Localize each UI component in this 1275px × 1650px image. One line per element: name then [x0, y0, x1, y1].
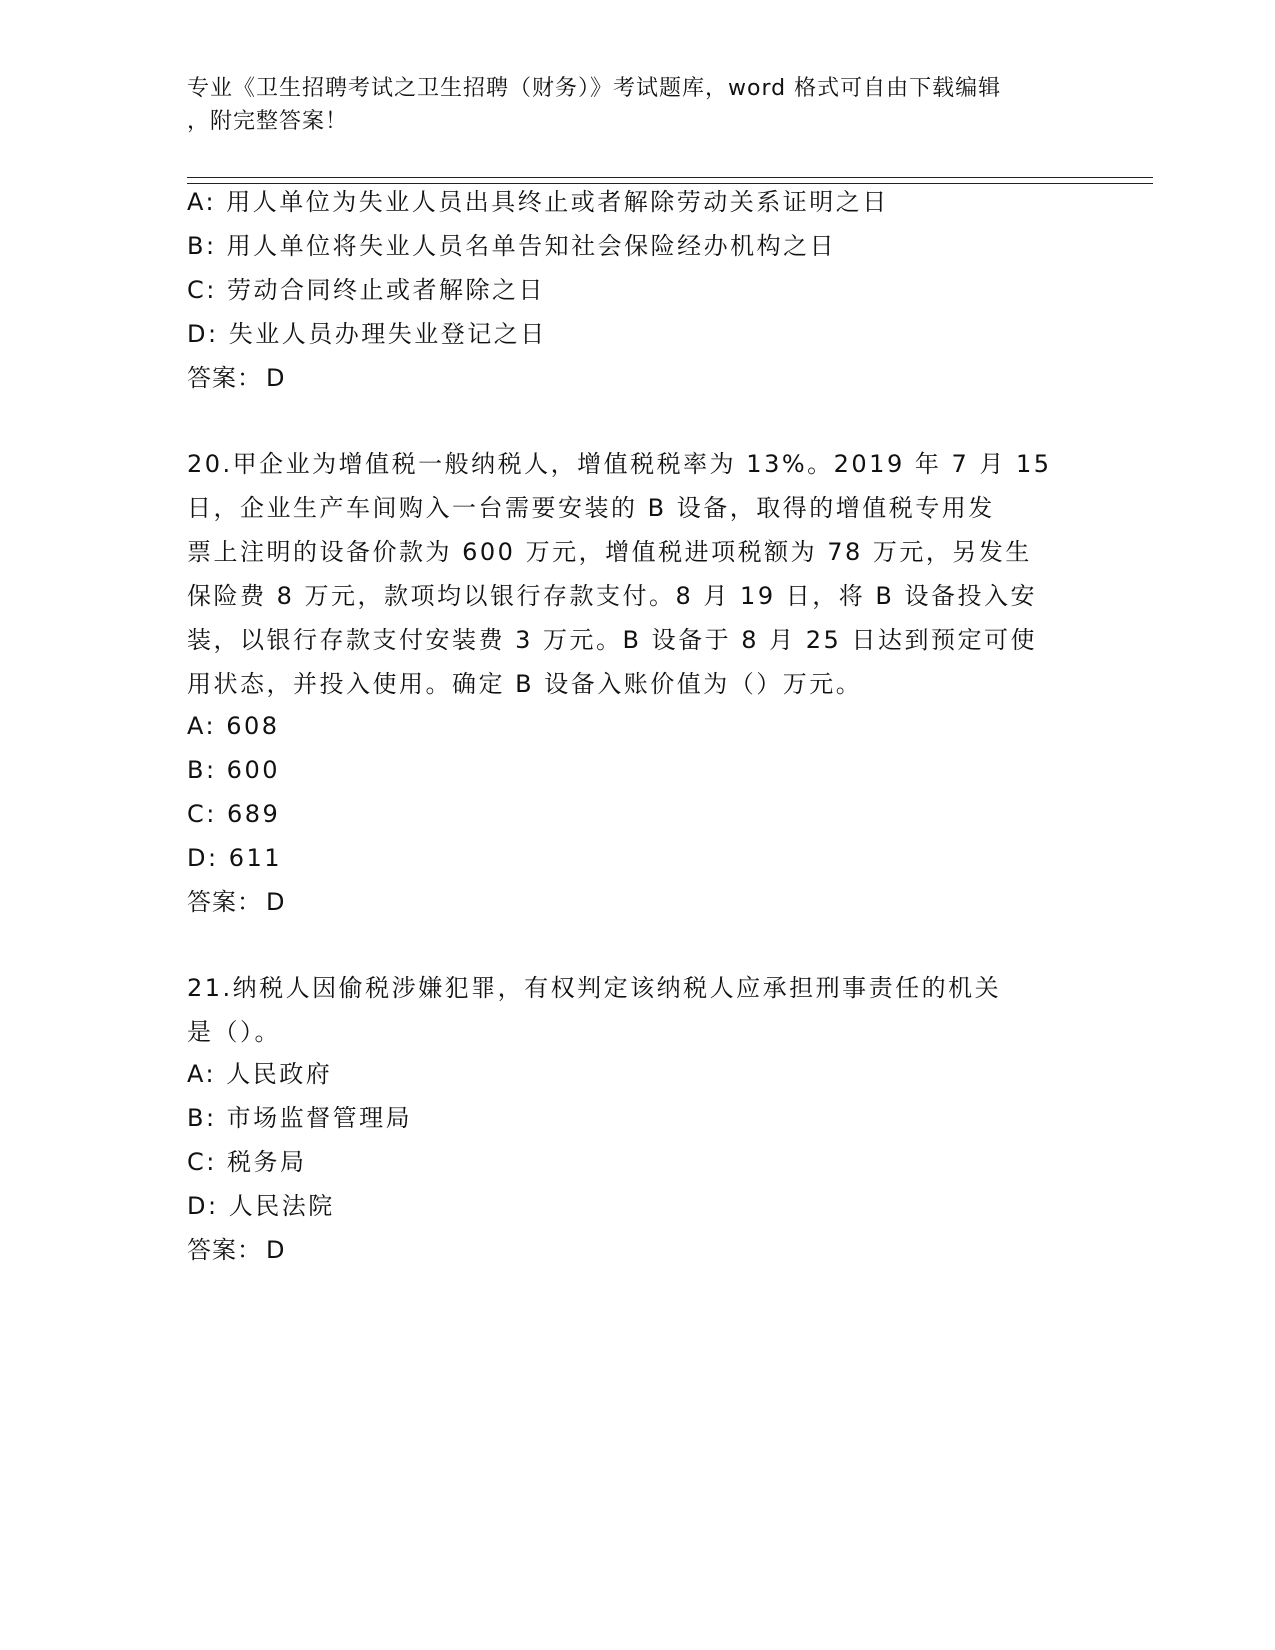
answer-label: 答案： — [187, 888, 262, 916]
q20-stem-line-2: 日，企业生产车间购入一台需要安装的 B 设备，取得的增值税专用发 — [187, 494, 995, 522]
q19-option-d: D: 失业人员办理失业登记之日 — [187, 320, 547, 348]
q21-stem-line-1: 21.纳税人因偷税涉嫌犯罪，有权判定该纳税人应承担刑事责任的机关 — [187, 974, 1002, 1002]
q21-option-b: B: 市场监督管理局 — [187, 1104, 413, 1132]
answer-value: D — [266, 364, 286, 392]
q20-stem-line-4: 保险费 8 万元，款项均以银行存款支付。8 月 19 日，将 B 设备投入安 — [187, 582, 1037, 610]
q20-option-b: B: 600 — [187, 756, 280, 784]
q20-stem-line-6: 用状态，并投入使用。确定 B 设备入账价值为（）万元。 — [187, 670, 863, 698]
q21-stem-line-2: 是（）。 — [187, 1018, 281, 1046]
q19-option-c: C: 劳动合同终止或者解除之日 — [187, 276, 545, 304]
q21-option-d: D: 人民法院 — [187, 1192, 335, 1220]
q20-option-c: C: 689 — [187, 800, 281, 828]
q20-stem-line-5: 装，以银行存款支付安装费 3 万元。B 设备于 8 月 25 日达到预定可使 — [187, 626, 1037, 654]
answer-value: D — [266, 1236, 286, 1264]
q21-answer — [187, 1234, 285, 1266]
answer-value: D — [266, 888, 286, 916]
q19-answer — [187, 362, 285, 394]
q19-option-b: B: 用人单位将失业人员名单告知社会保险经办机构之日 — [187, 232, 837, 260]
q20-stem-line-1: 20.甲企业为增值税一般纳税人，增值税税率为 13%。2019 年 7 月 15 — [187, 450, 1052, 478]
q19-option-a: A: 用人单位为失业人员出具终止或者解除劳动关系证明之日 — [187, 188, 889, 216]
q20-stem-line-3: 票上注明的设备价款为 600 万元，增值税进项税额为 78 万元，另发生 — [187, 538, 1032, 566]
header-divider-top — [187, 177, 1153, 178]
header-line-2: ，附完整答案！ — [187, 109, 349, 134]
answer-label: 答案： — [187, 364, 262, 392]
q21-option-a: A: 人民政府 — [187, 1060, 333, 1088]
answer-label: 答案： — [187, 1236, 262, 1264]
header-divider-bottom — [187, 183, 1153, 184]
q20-option-a: A: 608 — [187, 712, 280, 740]
q21-option-c: C: 税务局 — [187, 1148, 307, 1176]
document-header — [187, 72, 1067, 138]
q20-option-d: D: 611 — [187, 844, 283, 872]
q20-answer — [187, 886, 285, 918]
header-line-1: 专业《卫生招聘考试之卫生招聘（财务）》考试题库，word 格式可自由下载编辑 — [187, 76, 1002, 101]
